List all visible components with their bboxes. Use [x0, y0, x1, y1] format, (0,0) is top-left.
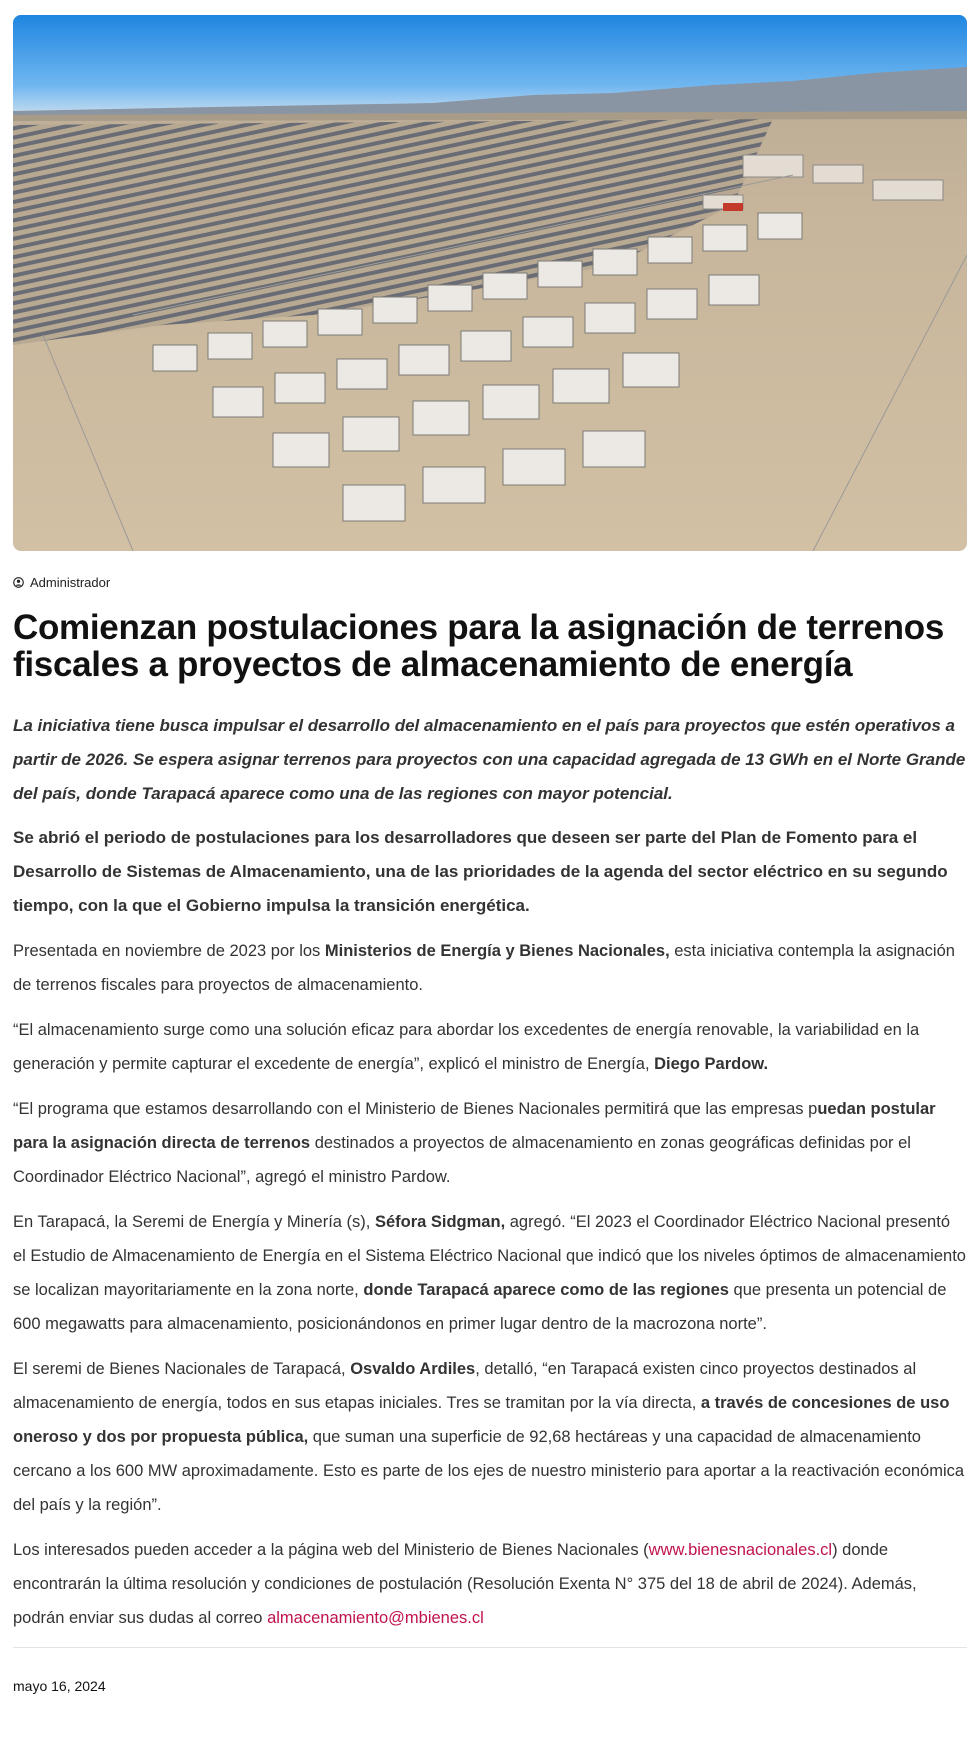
paragraph-3: “El programa que estamos desarrollando con el Ministerio de Bienes Nacionales permitirá que las empresas puedan postular para la asignación directa de terrenos destinados a proyectos de almacenamiento en zonas geográficas definidas por el Coordinador Eléctrico Nacional”, agregó el ministro Pardow. — [13, 1100, 936, 1186]
article-lead: La iniciativa tiene busca impulsar el desarrollo del almacenamiento en el país para proyectos que estén operativos a partir de 2026. Se espera asignar terrenos para proyectos con una capacidad agregada de 13 GWh en el Norte Grande del país, donde Tarapacá aparece como una de las regiones con mayor potencial. — [13, 716, 966, 803]
author-name[interactable]: Administrador — [30, 574, 111, 590]
publish-date: mayo 16, 2024 — [13, 1678, 106, 1694]
paragraph-2: “El almacenamiento surge como una solución eficaz para abordar los excedentes de energía renovable, la variabilidad en la generación y permite capturar el excedente de energía”, explicó el ministro de Energía, Diego Pardow. — [13, 1021, 920, 1073]
user-icon — [13, 577, 24, 588]
hero-image — [13, 15, 967, 551]
article-intro: Se abrió el periodo de postulaciones para los desarrolladores que deseen ser parte del Plan de Fomento para el Desarrollo de Sistemas de Almacenamiento, una de las prioridades de la agenda del sector eléctrico en su segundo tiempo, con la que el Gobierno impulsa la transición energética. — [13, 828, 948, 915]
paragraph-4: En Tarapacá, la Seremi de Energía y Minería (s), Séfora Sidgman, agregó. “El 2023 el Coordinador Eléctrico Nacional presentó el Estudio de Almacenamiento de Energía en el Sistema Eléctrico Nacional que indicó que los niveles óptimos de almacenamiento se localizan mayoritariamente en la zona norte, donde Tarapacá aparece como de las regiones que presenta un potencial de 600 megawatts para almacenamiento, posicionándonos en primer lugar dentro de la macrozona norte”. — [13, 1213, 966, 1333]
article-title: Comienzan postulaciones para la asignación de terrenos fiscales a proyectos de almacenamiento de energía — [13, 608, 945, 684]
paragraph-1: Presentada en noviembre de 2023 por los Ministerios de Energía y Bienes Nacionales, esta iniciativa contempla la asignación de terrenos fiscales para proyectos de almacenamiento. — [13, 942, 955, 994]
article — [13, 15, 967, 1694]
author-line — [13, 573, 967, 591]
paragraph-5: El seremi de Bienes Nacionales de Tarapacá, Osvaldo Ardiles, detalló, “en Tarapacá existen cinco proyectos destinados al almacenamiento de energía, todos en sus etapas iniciales. Tres se tramitan por la vía directa, a través de concesiones de uso oneroso y dos por propuesta pública, que suman una superficie de 92,68 hectáreas y una capacidad de almacenamiento cercano a los 600 MW aproximadamente. Esto es parte de los ejes de nuestro ministerio para aportar a la reactivación económica del país y la región”. — [13, 1360, 965, 1514]
paragraph-6: Los interesados pueden acceder a la página web del Ministerio de Bienes Nacionales (www.bienesnacionales.cl) donde encontrarán la última resolución y condiciones de postulación (Resolución Exenta N° 375 del 18 de abril de 2024). Además, podrán enviar sus dudas al correo almacenamiento@mbienes.cl — [13, 1541, 917, 1627]
email-link[interactable]: almacenamiento@mbienes.cl — [267, 1609, 484, 1627]
bienes-nacionales-link[interactable]: www.bienesnacionales.cl — [648, 1541, 833, 1559]
divider — [13, 1647, 967, 1648]
